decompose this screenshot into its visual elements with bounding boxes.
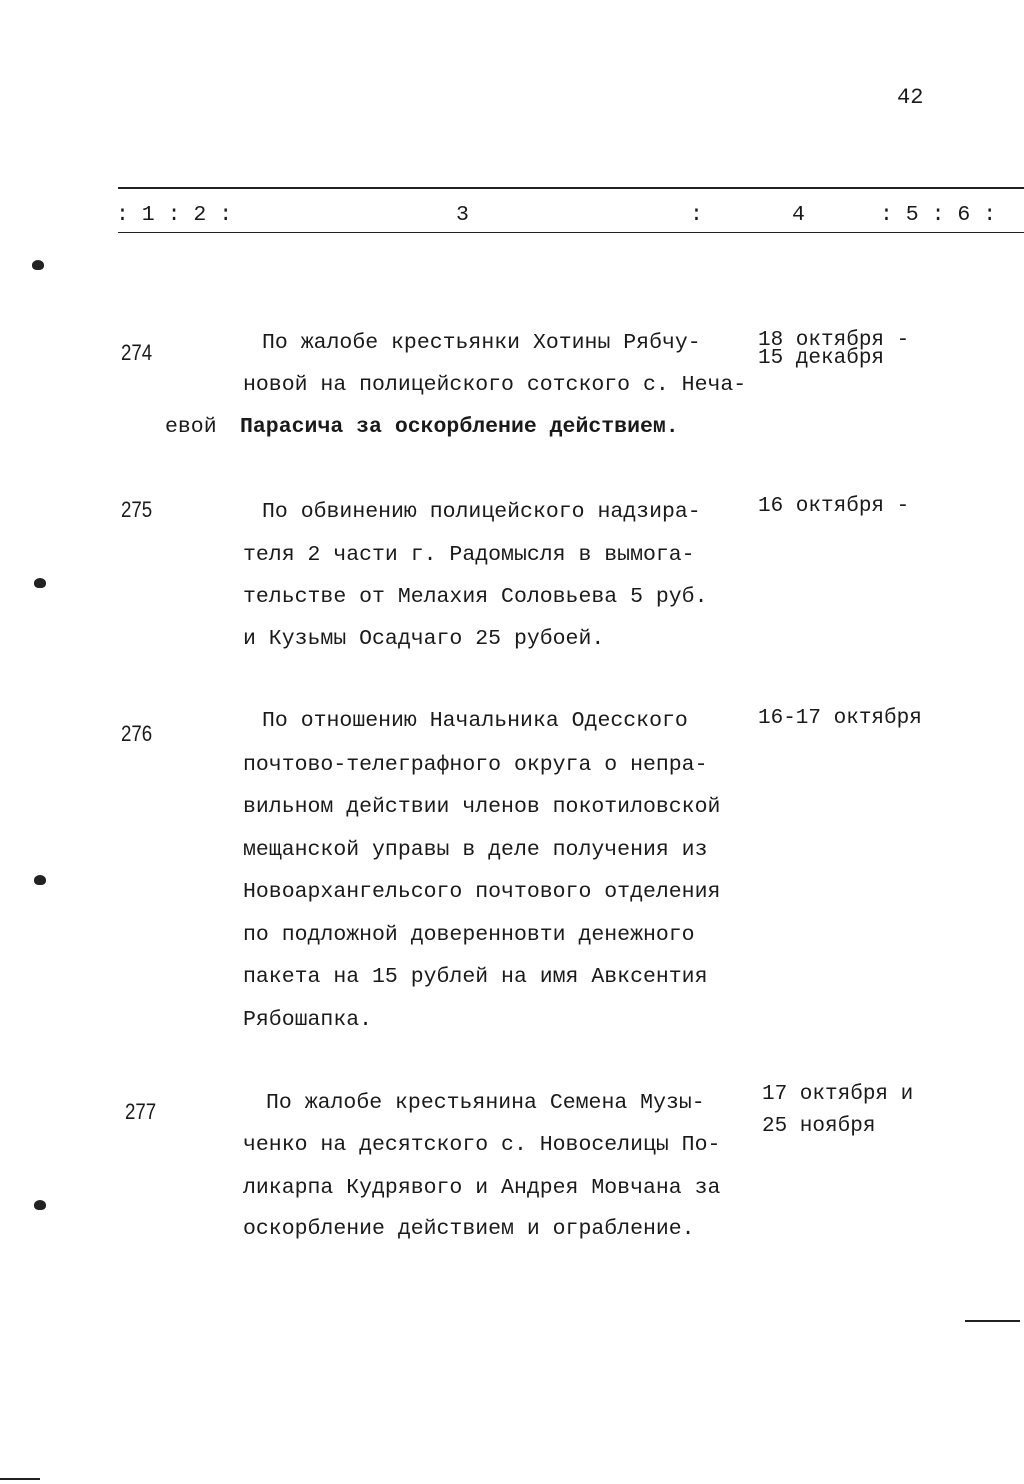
binding-hole-mark: [32, 260, 44, 270]
entry-line: по подложной доверенновти денежного: [243, 923, 695, 947]
header-col-3: 3: [456, 203, 469, 227]
entry-line: Новоархангельсого почтового отделения: [243, 880, 721, 904]
entry-line: новой на полицейского сотского с. Неча-: [243, 373, 747, 397]
binding-hole-mark: [34, 578, 46, 588]
entry-line: По жалобе крестьянки Хотины Рябчу-: [262, 331, 701, 355]
entry-number: 274: [121, 340, 153, 365]
header-col-1-2: : 1 : 2 :: [116, 203, 233, 227]
entry-line: мещанской управы в деле получения из: [243, 838, 708, 862]
entry-line: По жалобе крестьянина Семена Музы-: [266, 1091, 705, 1115]
binding-hole-mark: [34, 875, 46, 885]
entry-date: 16-17 октября: [758, 707, 922, 730]
binding-hole-mark: [34, 1200, 46, 1210]
entry-line: По обвинению полицейского надзира-: [262, 500, 701, 524]
entry-date: 25 ноября: [762, 1115, 876, 1138]
entry-line: оскорбление действием и ограбление.: [243, 1217, 695, 1241]
entry-date: 16 октября -: [758, 495, 910, 518]
entry-date: 17 октября и: [762, 1083, 914, 1106]
margin-note: евой: [165, 415, 217, 439]
entry-date: 18 октября -: [758, 329, 910, 352]
entry-line: ликарпа Кудрявого и Андрея Мовчана за: [243, 1176, 721, 1200]
entry-line: почтово-телеграфного округа о непра-: [243, 753, 708, 777]
header-col-4: 4: [792, 203, 805, 227]
entry-number: 276: [121, 721, 153, 746]
entry-line: и Кузьмы Осадчаго 25 рубоей.: [243, 627, 605, 651]
entry-line: Рябошапка.: [243, 1008, 373, 1032]
entry-line: вильном действии членов покотиловской: [243, 795, 721, 819]
entry-line: тельстве от Мелахия Соловьева 5 руб.: [243, 585, 708, 609]
entry-line: теля 2 части г. Радомысля в вымога-: [243, 543, 695, 567]
header-separator: :: [690, 203, 703, 227]
header-bottom-rule: [118, 232, 1024, 233]
entry-number: 277: [125, 1099, 157, 1124]
scan-edge-mark: [965, 1320, 1020, 1322]
header-col-5-6: : 5 : 6 :: [880, 203, 997, 227]
scan-edge-mark: [0, 1478, 40, 1480]
entry-line: пакета на 15 рублей на имя Авксентия: [243, 965, 708, 989]
entry-date: 15 декабря: [758, 347, 885, 370]
entry-line: По отношению Начальника Одесского: [262, 709, 688, 733]
entry-line: Парасича за оскорбление действием.: [240, 415, 679, 439]
entry-line: ченко на десятского с. Новоселицы По-: [243, 1133, 721, 1157]
entry-number: 275: [121, 497, 153, 522]
page-number: 42: [897, 85, 924, 110]
header-top-rule: [118, 187, 1024, 189]
